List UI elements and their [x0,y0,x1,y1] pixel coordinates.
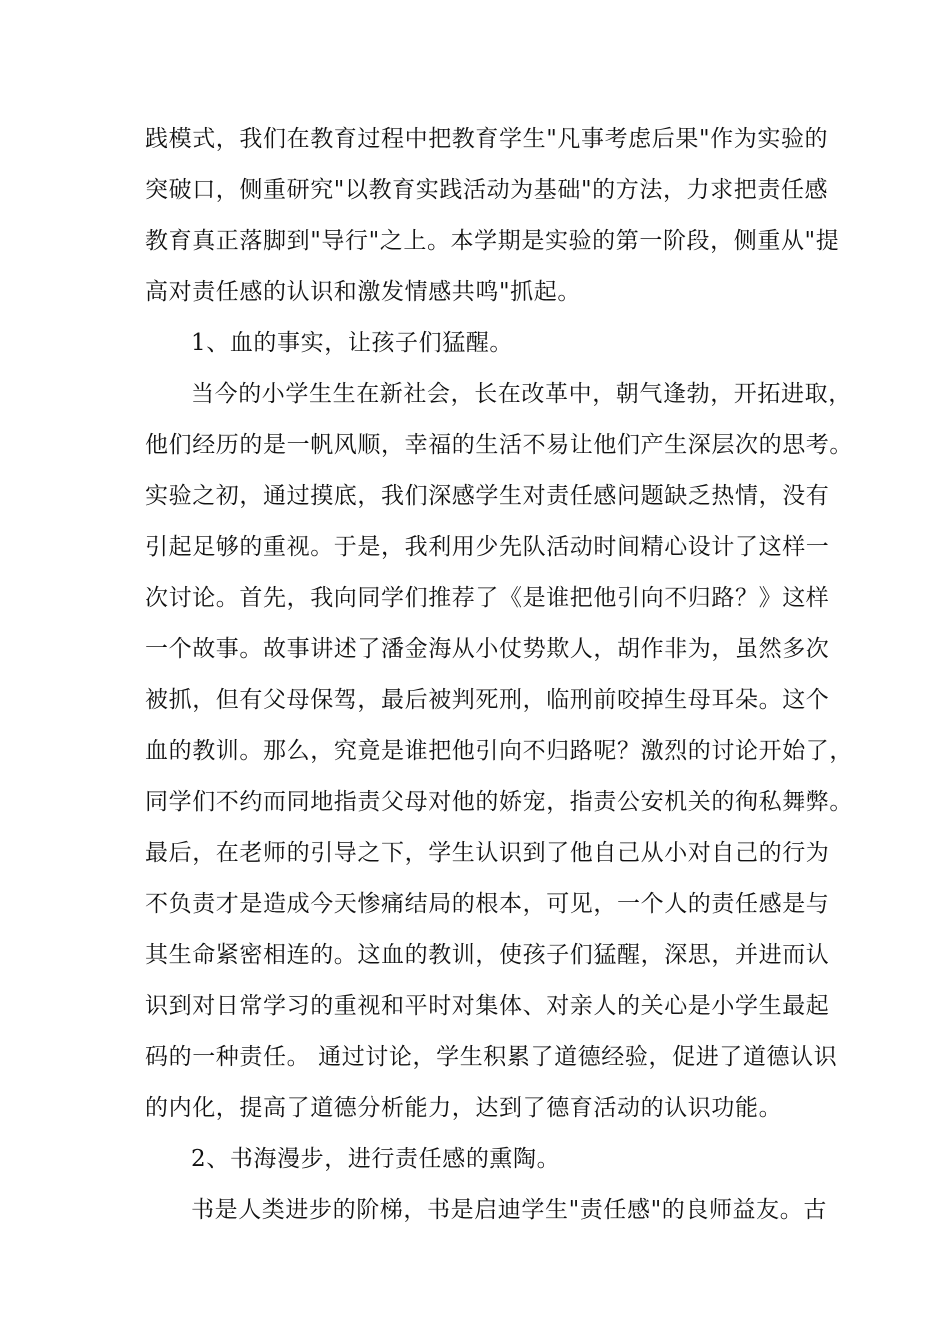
text-line: 次讨论。首先，我向同学们推荐了《是谁把他引向不归路？》这样 [145,585,830,611]
text-line: 其生命紧密相连的。这血的教训，使孩子们猛醒，深思，并进而认 [145,942,830,968]
section-heading: 1、血的事实，让孩子们猛醒。 [191,330,514,356]
text-line: 识到对日常学习的重视和平时对集体、对亲人的关心是小学生最起 [145,993,830,1019]
text-line: 的内化，提高了道德分析能力，达到了德育活动的认识功能。 [145,1095,783,1121]
text-line: 码的一种责任。 通过讨论，学生积累了道德经验，促进了道德认识 [145,1044,838,1070]
text-line: 引起足够的重视。于是，我利用少先队活动时间精心设计了这样一 [145,534,830,560]
text-line: 突破口，侧重研究"以教育实践活动为基础"的方法，力求把责任感 [145,177,829,203]
text-line: 高对责任感的认识和激发情感共鸣"抓起。 [145,279,581,305]
text-line: 血的教训。那么，究竟是谁把他引向不归路呢？激烈的讨论开始了， [145,738,853,764]
text-line: 最后，在老师的引导之下，学生认识到了他自己从小对自己的行为 [145,840,830,866]
text-line: 不负责才是造成今天惨痛结局的根本，可见，一个人的责任感是与 [145,891,830,917]
section-heading: 2、书海漫步，进行责任感的熏陶。 [191,1146,561,1172]
text-line: 同学们不约而同地指责父母对他的娇宠，指责公安机关的徇私舞弊。 [145,789,853,815]
text-line: 他们经历的是一帆风顺，幸福的生活不易让他们产生深层次的思考。 [145,432,853,458]
text-line: 书是人类进步的阶梯，书是启迪学生"责任感"的良师益友。古 [191,1197,827,1223]
text-line: 教育真正落脚到"导行"之上。本学期是实验的第一阶段，侧重从"提 [145,228,840,254]
text-line: 一个故事。故事讲述了潘金海从小仗势欺人，胡作非为，虽然多次 [145,636,830,662]
text-line: 被抓，但有父母保驾，最后被判死刑，临刑前咬掉生母耳朵。这个 [145,687,830,713]
text-line: 当今的小学生生在新社会，长在改革中，朝气逢勃，开拓进取， [191,381,852,407]
text-line: 实验之初，通过摸底，我们深感学生对责任感问题缺乏热情，没有 [145,483,830,509]
text-line: 践模式，我们在教育过程中把教育学生"凡事考虑后果"作为实验的 [145,126,829,152]
